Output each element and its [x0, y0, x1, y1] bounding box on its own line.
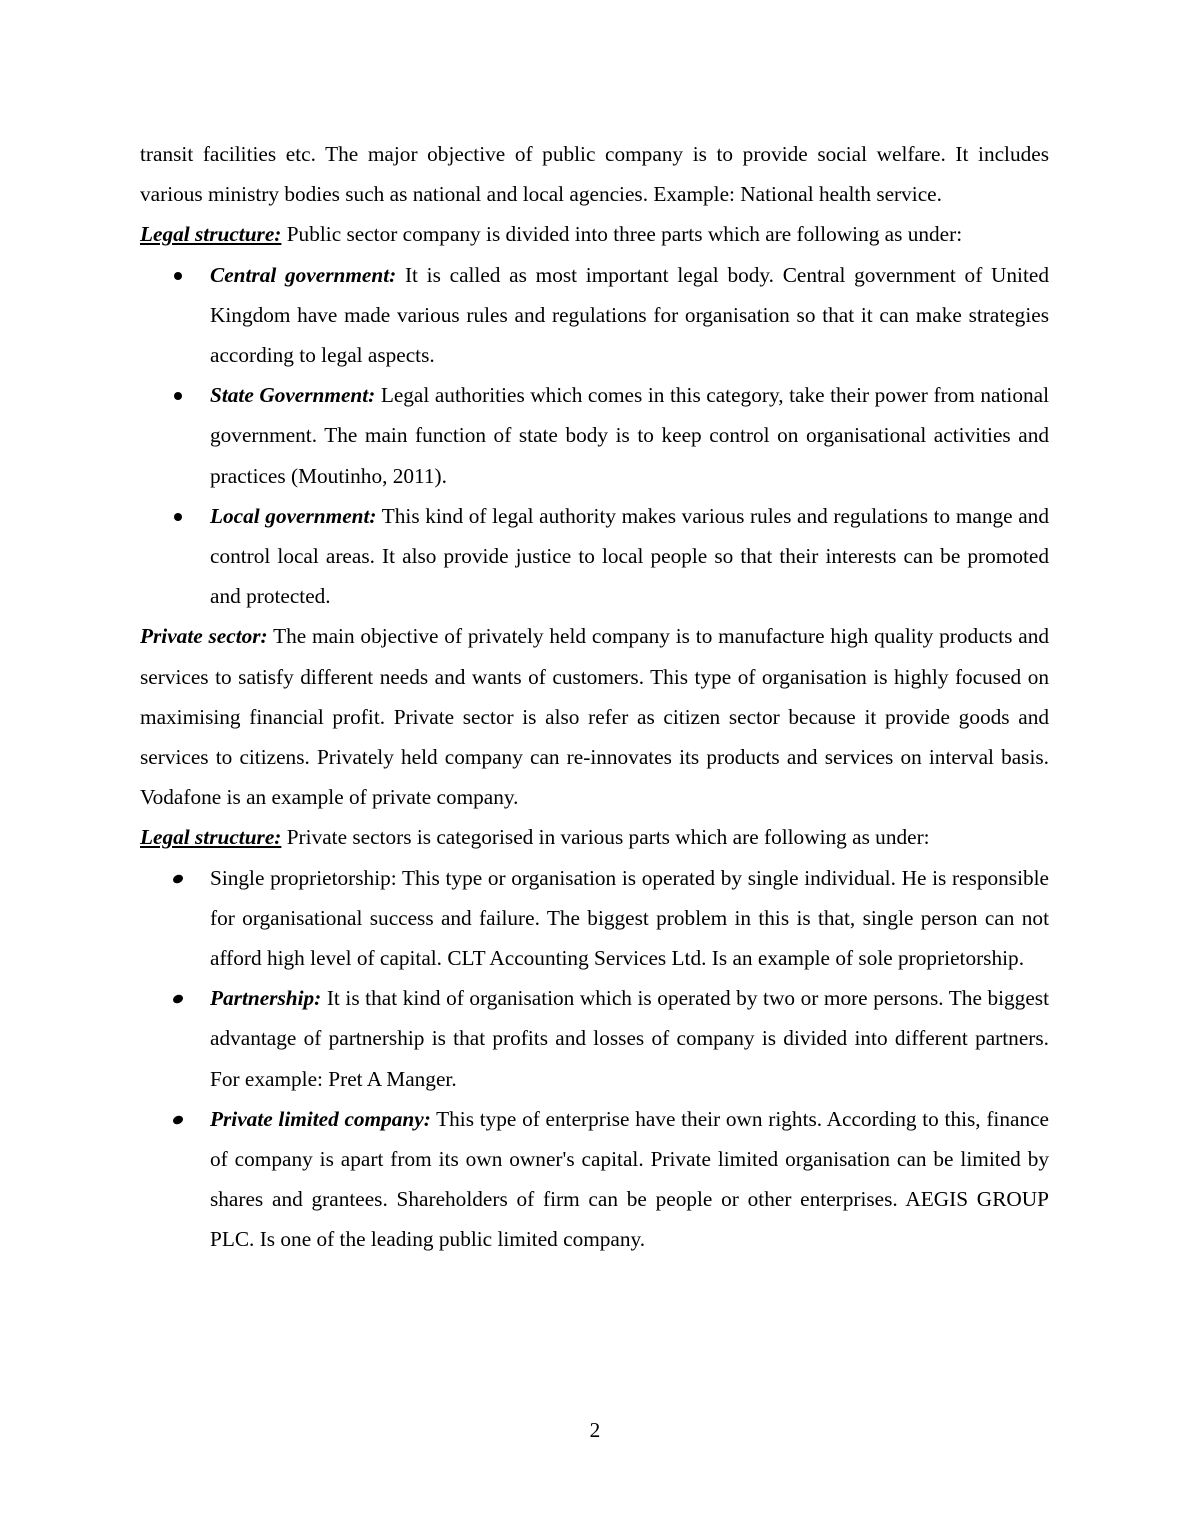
public-legal-structure-label: Legal structure:	[140, 222, 282, 247]
list-item-label: Local government:	[210, 503, 377, 528]
public-legal-structure-list	[140, 255, 1049, 617]
list-item-text: Single proprietorship: This type or organisation is operated by single individual. He is responsible for organisational success and failure. The biggest problem in this is that, single person can not afford high level of capital. CLT Accounting Services Ltd. Is an example of sole proprietorship.	[210, 865, 1049, 971]
list-item-single-proprietorship	[140, 858, 1049, 979]
bullet-icon	[174, 513, 182, 521]
bullet-icon	[174, 272, 182, 280]
list-item-text: Legal authorities which comes in this category, take their power from national government. The main function of state body is to keep control on organisational activities and practices (Moutinho, 2011).	[210, 383, 1049, 488]
private-legal-structure-list	[140, 858, 1049, 1260]
bullet-icon	[172, 873, 185, 885]
private-sector-text: The main objective of privately held company is to manufacture high quality products and services to satisfy different needs and wants of customers. This type of organisation is highly focused on maximising financial profit. Private sector is also refer as citizen sector because it provide goods and services to citizens. Privately held company can re-innovates its products and services on interval basis. Vodafone is an example of private company.	[140, 624, 1049, 810]
list-item-local-government	[140, 496, 1049, 617]
private-legal-structure-text: Private sectors is categorised in various parts which are following as under:	[281, 825, 930, 850]
private-sector-paragraph	[140, 616, 1049, 817]
list-item-label: Private limited company:	[210, 1106, 431, 1131]
list-item-label: Central government:	[210, 262, 397, 287]
public-legal-structure-paragraph	[140, 214, 1049, 254]
list-item-label: State Government:	[210, 383, 376, 408]
list-item-private-limited-company	[140, 1099, 1049, 1260]
private-legal-structure-label: Legal structure:	[140, 825, 282, 850]
bullet-icon	[172, 993, 185, 1005]
private-legal-structure-paragraph	[140, 817, 1049, 857]
list-item-text: This type of enterprise have their own rights. According to this, finance of company is apart from its own owner's capital. Private limited organisation can be limited by shares and grantees. Shareholders of firm can be people or other enterprises. AEGIS GROUP PLC. Is one of the leading public limited company.	[210, 1106, 1049, 1252]
list-item-partnership	[140, 978, 1049, 1099]
public-legal-structure-text: Public sector company is divided into three parts which are following as under:	[281, 222, 963, 247]
private-sector-label: Private sector:	[140, 624, 268, 649]
bullet-icon	[174, 392, 182, 400]
bullet-icon	[172, 1114, 185, 1126]
page-number: 2	[589, 1418, 601, 1442]
list-item-central-government	[140, 255, 1049, 376]
list-item-text: This kind of legal authority makes various rules and regulations to mange and control local areas. It also provide justice to local people so that their interests can be promoted and protected.	[210, 503, 1049, 609]
list-item-label: Partnership:	[210, 986, 322, 1011]
intro-text: transit facilities etc. The major objective of public company is to provide social welfare. It includes various ministry bodies such as national and local agencies. Example: National health service.	[140, 142, 1049, 207]
document-page	[140, 134, 1049, 1260]
list-item-state-government	[140, 375, 1049, 496]
list-item-text: It is that kind of organisation which is operated by two or more persons. The biggest advantage of partnership is that profits and losses of company is divided into different partners. For example: Pret A Manger.	[210, 986, 1049, 1091]
intro-paragraph	[140, 134, 1049, 214]
list-item-text: It is called as most important legal body. Central government of United Kingdom have made various rules and regulations for organisation so that it can make strategies according to legal aspects.	[210, 262, 1049, 368]
